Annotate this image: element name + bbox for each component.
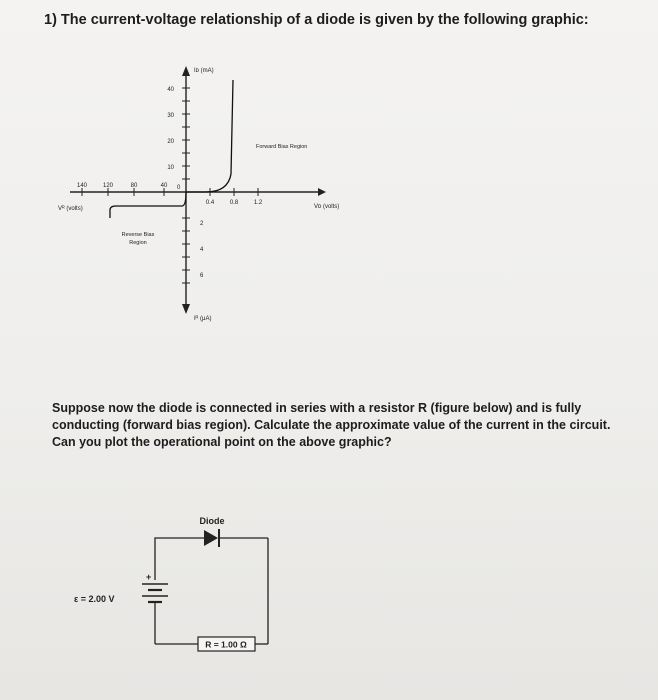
y-tick-30: 30 <box>167 113 174 119</box>
y-tick-40: 40 <box>167 87 174 93</box>
y-tick-20: 20 <box>167 139 174 145</box>
x-tick-neg-80: 80 <box>130 183 138 189</box>
paragraph-line-1: Suppose now the diode is connected in series with a resistor R (figure below) and is fully <box>52 401 582 415</box>
diode-symbol <box>204 529 219 547</box>
circuit-wire <box>155 538 204 580</box>
y-axis-arrow-bottom <box>182 304 190 314</box>
x-tick-neg-40: 40 <box>160 183 168 189</box>
paragraph-line-3: Can you plot the operational point on the above graphic? <box>52 435 392 449</box>
x-axis-label-forward-voltage: Vᴅ (volts) <box>314 204 340 210</box>
forward-bias-region-label: Forward Bias Region <box>256 144 308 150</box>
diode-label: Diode <box>199 516 225 526</box>
y-axis-arrow-top <box>182 66 190 76</box>
origin-label: 0 <box>177 185 181 191</box>
circuit-diagram <box>74 510 330 670</box>
y-tick-neg-2: 2 <box>200 221 204 227</box>
diode-iv-graph <box>56 58 356 328</box>
battery-plus-sign: + <box>146 572 152 582</box>
question-1-heading: 1) The current-voltage relationship of a diode is given by the following graphic: <box>44 12 589 28</box>
x-tick-0.8: 0.8 <box>229 200 239 206</box>
x-axis-label-reverse-voltage: Vᴿ (volts) <box>58 206 83 212</box>
question-paragraph <box>52 400 652 451</box>
battery-symbol <box>142 584 168 602</box>
x-tick-1.2: 1.2 <box>253 200 263 206</box>
paragraph-line-2: conducting (forward bias region). Calculate the approximate value of the current in the circuit. <box>52 418 611 432</box>
diode-iv-curve <box>110 80 233 218</box>
x-tick-neg-140: 140 <box>76 183 88 189</box>
y-tick-neg-4: 4 <box>200 247 204 253</box>
y-tick-neg-6: 6 <box>200 273 204 279</box>
x-axis-arrow <box>318 188 326 196</box>
y-axis-label-reverse-current: Iᴿ (μA) <box>194 316 212 322</box>
reverse-bias-region-label-2: Region <box>129 240 147 246</box>
resistor-label: R = 1.00 Ω <box>205 639 247 650</box>
x-tick-neg-120: 120 <box>102 183 114 189</box>
x-tick-0.4: 0.4 <box>205 200 215 206</box>
y-tick-10: 10 <box>167 165 174 171</box>
reverse-bias-region-label-1: Reverse Bias <box>121 232 155 238</box>
source-voltage-label: ε = 2.00 V <box>74 594 115 604</box>
y-axis-label-forward-current: Iᴅ (mA) <box>194 68 214 74</box>
